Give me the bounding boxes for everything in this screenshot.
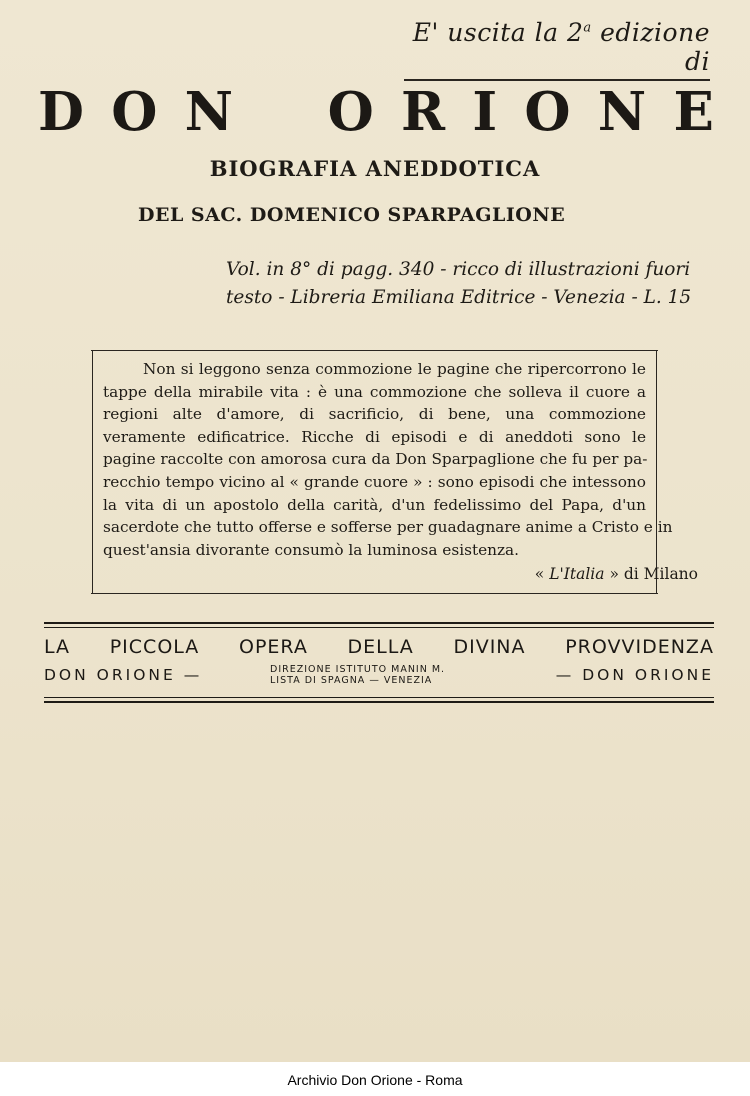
main-title — [38, 82, 714, 142]
publication-line: testo - Libreria Emiliana Editrice - Venezia - L. 15 — [226, 287, 692, 308]
review-line: sacerdote che tutto offerse e sofferse per guadagnare anime a Cristo e in — [103, 518, 673, 537]
title-letter: N — [184, 81, 234, 143]
address-line: LISTA DI SPAGNA — VENEZIA — [270, 675, 433, 686]
org-address — [270, 664, 445, 686]
address-line: DIREZIONE ISTITUTO MANIN M. — [270, 664, 446, 675]
review-line: veramente edificatrice. Ricche di episodi e di aneddoti sono le — [103, 427, 646, 446]
review-line: recchio tempo vicino al « grande cuore » : sono episodi che intessono — [103, 472, 646, 491]
review-line: quest'ansia divorante consumò la luminosa esistenza. — [103, 540, 520, 559]
org-word: PICCOLA — [109, 636, 200, 658]
org-word: OPERA — [238, 636, 308, 658]
title-space — [260, 82, 300, 142]
review-line: tappe della mirabile vita : è una commozione che solleva il cuore a — [103, 382, 646, 401]
title-letter: I — [472, 81, 498, 143]
org-name-right: — DON ORIONE — [555, 666, 714, 684]
publication-line: Vol. in 8° di pagg. 340 - ricco di illustrazioni fuori — [226, 259, 691, 280]
review-line: regioni alte d'amore, di sacrificio, di bene, una commozione — [103, 405, 646, 424]
title-letter: N — [597, 81, 647, 143]
org-word: PROVVIDENZA — [565, 636, 714, 658]
edition-notice: E' uscita la 2$^a$ edizione di — [404, 18, 710, 81]
title-letter: D — [38, 81, 84, 143]
divider-rule — [44, 627, 714, 628]
review-source: « L'Italia » di Milano — [534, 565, 698, 583]
title-letter: E — [673, 81, 714, 143]
review-box — [92, 350, 673, 594]
review-line: la vita di un apostolo della carità, d'un fedelissimo del Papa, d'un — [103, 495, 646, 514]
subtitle: BIOGRAFIA ANEDDOTICA — [209, 156, 541, 181]
organization-details — [44, 664, 714, 690]
archive-footer: Archivio Don Orione - Roma — [287, 1072, 463, 1088]
title-letter: O — [327, 81, 374, 143]
title-letter: R — [401, 81, 446, 143]
review-line: pagine raccolte con amorosa cura da Don Sparpaglione che fu per pa- — [103, 450, 648, 469]
divider-rule — [44, 622, 714, 624]
divider-rule — [44, 697, 714, 698]
org-word: DIVINA — [453, 636, 526, 658]
title-letter: O — [111, 81, 158, 143]
org-word: LA — [44, 636, 71, 658]
organization-title — [44, 636, 714, 658]
divider-rule — [44, 701, 714, 703]
review-line: Non si leggono senza commozione le pagine che ripercorrono le — [143, 360, 646, 378]
org-word: DELLA — [347, 636, 414, 658]
publication-details — [226, 256, 712, 312]
title-letter: O — [524, 81, 571, 143]
review-text — [103, 358, 673, 561]
author-line: DEL SAC. DOMENICO SPARPAGLIONE — [138, 204, 566, 226]
org-name-left: DON ORIONE — — [44, 666, 203, 684]
